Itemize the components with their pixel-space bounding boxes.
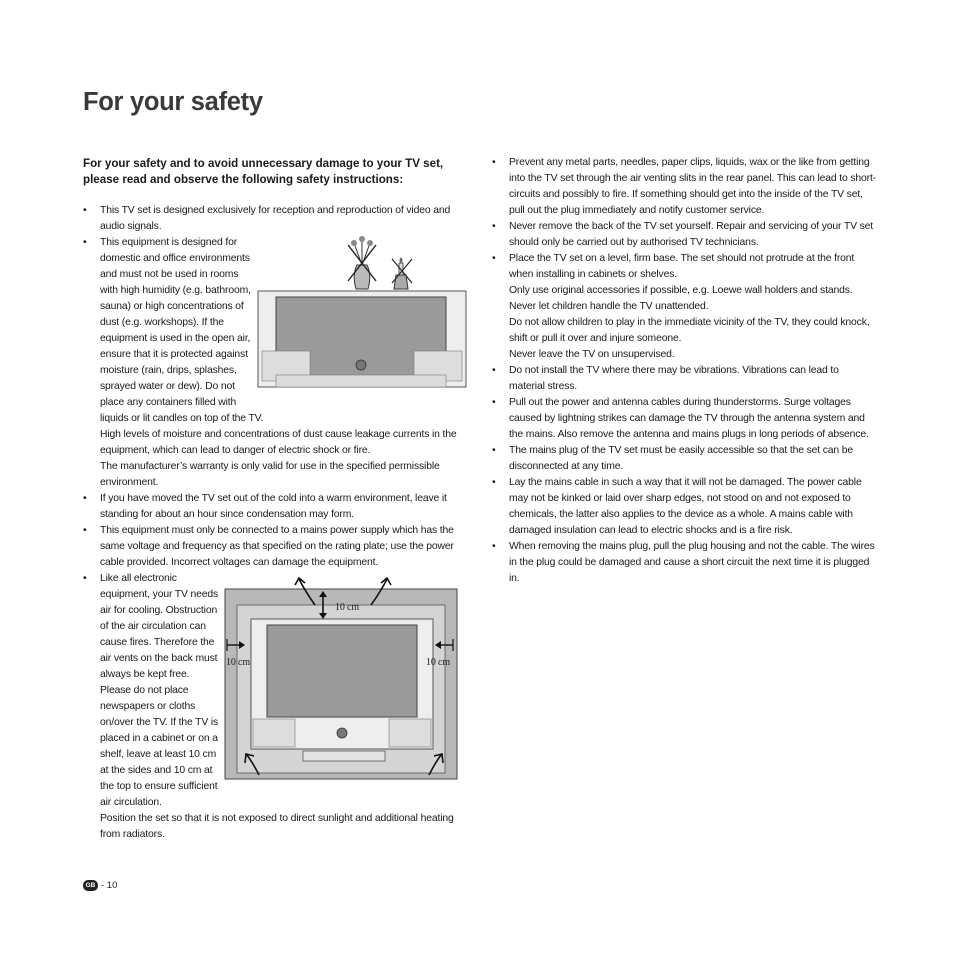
item-text: Never leave the TV on unsupervised. — [509, 349, 675, 360]
left-column — [83, 203, 468, 843]
bullet: • — [83, 525, 87, 536]
tv-set-icon — [251, 619, 433, 761]
list-item — [83, 491, 468, 523]
bullet: • — [492, 541, 496, 552]
right-clearance-label: 10 cm — [426, 657, 450, 668]
list-item — [492, 219, 877, 251]
list-item — [83, 203, 468, 235]
item-text: If you have moved the TV set out of the cold into a warm environment, leave it standing for about an hour since condensation may form. — [100, 493, 447, 520]
item-text: This equipment must only be connected to a mains power supply which has the same voltage and frequency as that specified on the rating plate; use the power cable provided. Incorrect voltages can damage the equipment. — [100, 525, 454, 568]
bullet: • — [83, 205, 87, 216]
tv-with-vases-illustration — [256, 235, 468, 399]
page-number: - 10 — [101, 880, 118, 892]
bullet: • — [492, 157, 496, 168]
left-bullet-list — [83, 203, 468, 843]
tv-set-icon — [258, 291, 466, 387]
list-item — [492, 443, 877, 475]
page-footer — [83, 880, 117, 891]
item-text: Prevent any metal parts, needles, paper clips, liquids, wax or the like from getting into the TV set through the air venting slits in the rear panel. This can lead to short-circuits and possibly to fire. If something should get into the inside of the TV set, pull out the plug immediately and notify customer service. — [509, 157, 877, 216]
bullet: • — [492, 397, 496, 408]
no-liquids-illustration — [256, 235, 468, 399]
item-text: This equipment is designed for domestic and office environments and must not be used in rooms with high humidity (e.g. bathroom, sauna) or high concentrations of dust (e.g. workshops). If the equipment is used in the open air, ensure that it is protected against moisture (rain, drips, splashes, sprayed water or dew). Do not place any containers filled with liquids or lit candles on top of the TV. — [100, 237, 264, 424]
list-item — [492, 475, 877, 539]
item-text: Pull out the power and antenna cables during thunderstorms. Surge voltages caused by lightning strikes can damage the TV through the antenna system and the mains. Also remove the antenna and mains plugs in long periods of absence. — [509, 397, 869, 440]
candle-icon — [392, 257, 412, 289]
item-text: The mains plug of the TV set must be easily accessible so that the set can be disconnected at any time. — [509, 445, 854, 472]
page-title: For your safety — [83, 88, 263, 116]
item-text: Only use original accessories if possible, e.g. Loewe wall holders and stands. — [509, 285, 853, 296]
item-text: This TV set is designed exclusively for reception and reproduction of video and audio signals. — [100, 205, 451, 232]
ventilation-clearance-illustration — [223, 575, 468, 783]
item-text: High levels of moisture and concentrations of dust cause leakage currents in the equipment, which can lead to danger of electric shock or fire. — [100, 429, 457, 456]
list-item — [492, 155, 877, 219]
item-text: Like all electronic equipment, your TV needs air for cooling. Obstruction of the air circulation can cause fires. Therefore the air vents on the back must always be kept free. Please do not place newspapers or cloths on/over the TV. If the TV is placed in a cabinet or on a shelf, leave at least 10 cm at the sides and 10 cm at the top to ensure sufficient air circulation. — [100, 573, 219, 808]
item-text: The manufacturer’s warranty is only valid for use in the specified permissible environment. — [100, 461, 440, 488]
list-item — [83, 523, 468, 571]
list-item — [83, 235, 468, 491]
bullet: • — [492, 477, 496, 488]
left-clearance-label: 10 cm — [226, 657, 250, 668]
item-text: When removing the mains plug, pull the plug housing and not the cable. The wires in the plug could be damaged and cause a short circuit the next time it is plugged in. — [509, 541, 875, 584]
bullet: • — [492, 365, 496, 376]
bullet: • — [492, 221, 496, 232]
list-item — [492, 363, 877, 395]
list-item — [492, 395, 877, 443]
list-item — [83, 571, 468, 843]
bullet: • — [83, 493, 87, 504]
item-text: Place the TV set on a level, firm base. The set should not protrude at the front when installing in cabinets or shelves. — [509, 253, 855, 280]
item-text: Never let children handle the TV unattended. — [509, 301, 709, 312]
bullet: • — [492, 445, 496, 456]
right-bullet-list — [492, 155, 877, 587]
bullet: • — [83, 237, 87, 248]
bullet: • — [83, 573, 87, 584]
item-text: Position the set so that it is not exposed to direct sunlight and additional heating from radiators. — [100, 813, 454, 840]
top-clearance-label: 10 cm — [335, 602, 359, 613]
item-text: Never remove the back of the TV set yourself. Repair and servicing of your TV set should only be carried out by authorised TV technicians. — [509, 221, 874, 248]
intro-text: For your safety and to avoid unnecessary damage to your TV set, please read and observe the following safety instructions: — [83, 157, 444, 186]
tv-ventilation-illustration — [223, 575, 468, 783]
item-text: Lay the mains cable in such a way that it will not be damaged. The power cable may not be kinked or laid over sharp edges, not stood on and not exposed to chemicals, the latter also applies to the device as a whole. A mains cable with damaged insulation can lead to electric shocks and is a fire risk. — [509, 477, 862, 536]
list-item — [492, 251, 877, 363]
item-text: Do not allow children to play in the immediate vicinity of the TV, they could knock, shift or pull it over and injure someone. — [509, 317, 870, 344]
language-badge: GB — [83, 880, 98, 891]
vase-icon — [348, 236, 376, 289]
bullet: • — [492, 253, 496, 264]
item-text: Do not install the TV where there may be vibrations. Vibrations can lead to material stress. — [509, 365, 839, 392]
list-item — [492, 539, 877, 587]
right-column — [492, 155, 877, 587]
